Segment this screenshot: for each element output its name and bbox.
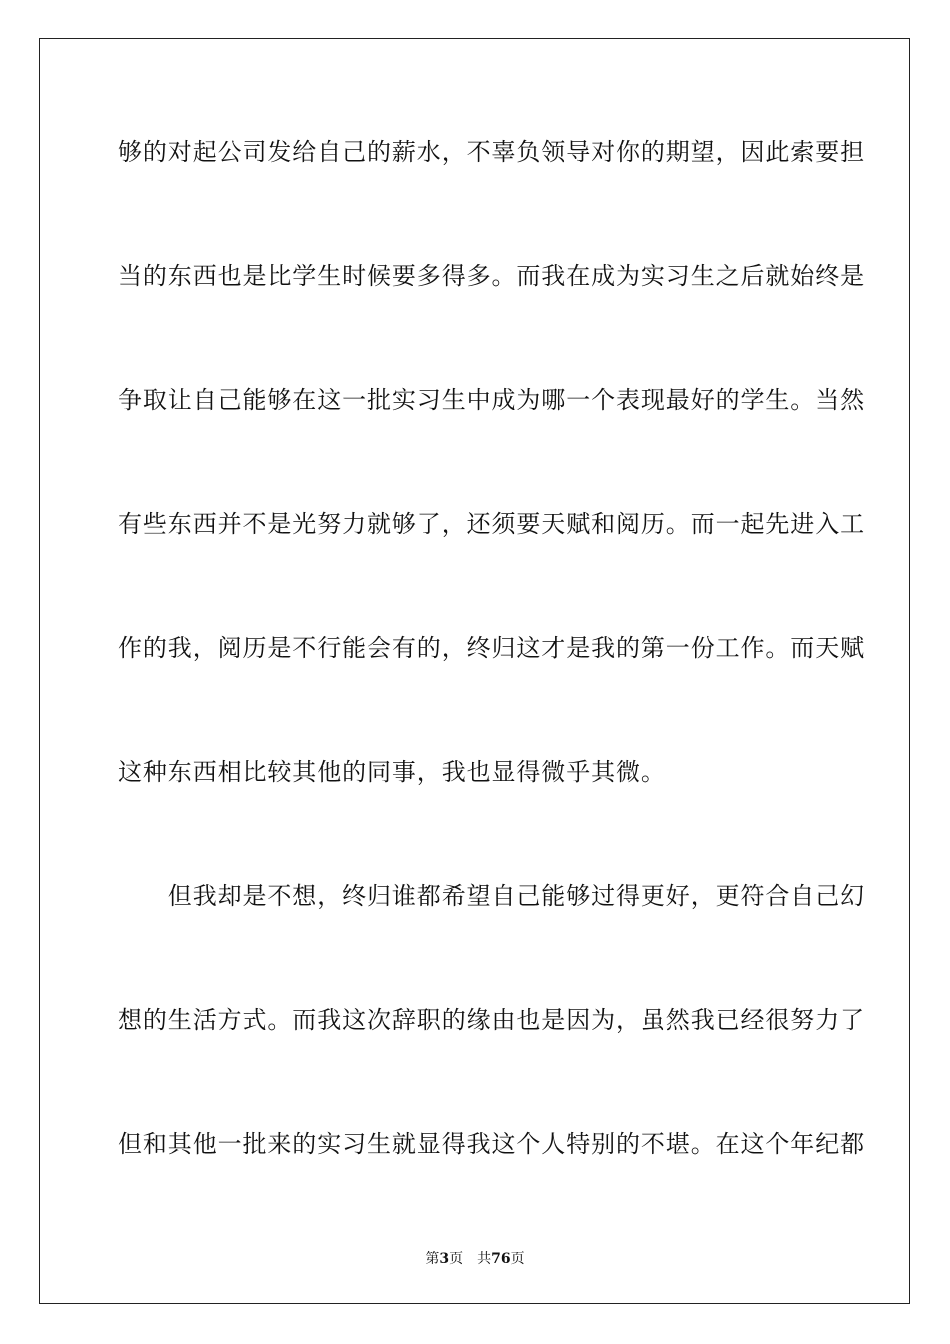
- text-line-8: 想的生活方式。而我这次辞职的缘由也是因为，虽然我已经很努力了: [118, 1006, 865, 1034]
- text-line-2: 当的东西也是比学生时候要多得多。而我在成为实习生之后就始终是: [118, 262, 865, 290]
- current-page-number: 3: [439, 1251, 450, 1267]
- text-line-1: 够的对起公司发给自己的薪水，不辜负领导对你的期望，因此索要担: [118, 138, 865, 166]
- page-prefix: 第: [425, 1251, 440, 1267]
- total-suffix: 页: [510, 1251, 525, 1267]
- page-footer: [0, 1248, 950, 1268]
- text-line-7: 但我却是不想，终归谁都希望自己能够过得更好，更符合自己幻: [118, 882, 865, 910]
- text-line-6: 这种东西相比较其他的同事，我也显得微乎其微。: [118, 758, 666, 786]
- total-prefix: 共: [477, 1251, 492, 1267]
- text-line-4: 有些东西并不是光努力就够了，还须要天赋和阅历。而一起先进入工: [118, 510, 865, 538]
- total-page-count: 76: [491, 1251, 511, 1267]
- text-line-9: 但和其他一批来的实习生就显得我这个人特别的不堪。在这个年纪都: [118, 1130, 865, 1158]
- text-line-3: 争取让自己能够在这一批实习生中成为哪一个表现最好的学生。当然: [118, 386, 865, 414]
- text-line-5: 作的我，阅历是不行能会有的，终归这才是我的第一份工作。而天赋: [118, 634, 865, 662]
- page-suffix: 页: [449, 1251, 464, 1267]
